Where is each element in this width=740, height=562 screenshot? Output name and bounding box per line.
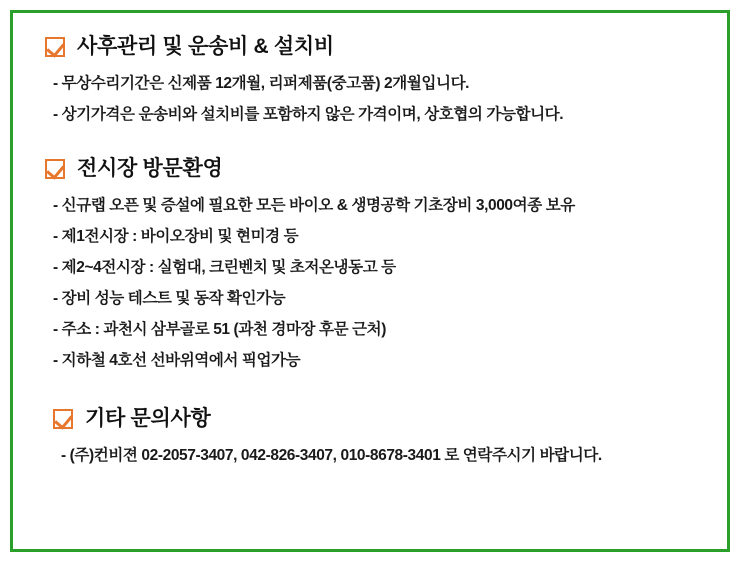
section-title: 전시장 방문환영 bbox=[77, 157, 223, 181]
section-line: - 장비 성능 테스트 및 동작 확인가능 bbox=[53, 290, 286, 308]
section-line: - 제2~4전시장 : 실험대, 크린벤치 및 초저온냉동고 등 bbox=[53, 259, 396, 277]
section-line: - 상기가격은 운송비와 설치비를 포함하지 않은 가격이며, 상호협의 가능합니다. bbox=[53, 106, 564, 124]
section-heading bbox=[53, 407, 701, 430]
orange-checkbox-icon bbox=[45, 37, 65, 57]
section-line: - 지하철 4호선 선바위역에서 픽업가능 bbox=[53, 352, 301, 370]
section-title: 기타 문의사항 bbox=[85, 407, 211, 431]
section-after-service bbox=[39, 35, 701, 127]
section-showroom-visit bbox=[39, 157, 701, 373]
orange-checkbox-icon bbox=[45, 159, 65, 179]
section-heading bbox=[45, 35, 701, 58]
section-line: - 제1전시장 : 바이오장비 및 현미경 등 bbox=[53, 228, 299, 246]
section-title: 사후관리 및 운송비 & 설치비 bbox=[77, 35, 334, 58]
section-other-inquiries bbox=[39, 407, 701, 468]
section-line: - 주소 : 과천시 삼부골로 51 (과천 경마장 후문 근처) bbox=[53, 321, 386, 339]
green-bordered-frame bbox=[10, 10, 730, 552]
orange-checkbox-icon bbox=[53, 409, 73, 429]
section-heading bbox=[45, 157, 701, 180]
contact-line: - (주)컨비젼 02-2057-3407, 042-826-3407, 010-8678-3401 로 연락주시기 바랍니다. bbox=[61, 447, 602, 465]
section-line: - 신규랩 오픈 및 증설에 필요한 모든 바이오 & 생명공학 기초장비 3,000여종 보유 bbox=[53, 197, 575, 215]
section-line: - 무상수리기간은 신제품 12개월, 리퍼제품(중고품) 2개월입니다. bbox=[53, 75, 470, 93]
